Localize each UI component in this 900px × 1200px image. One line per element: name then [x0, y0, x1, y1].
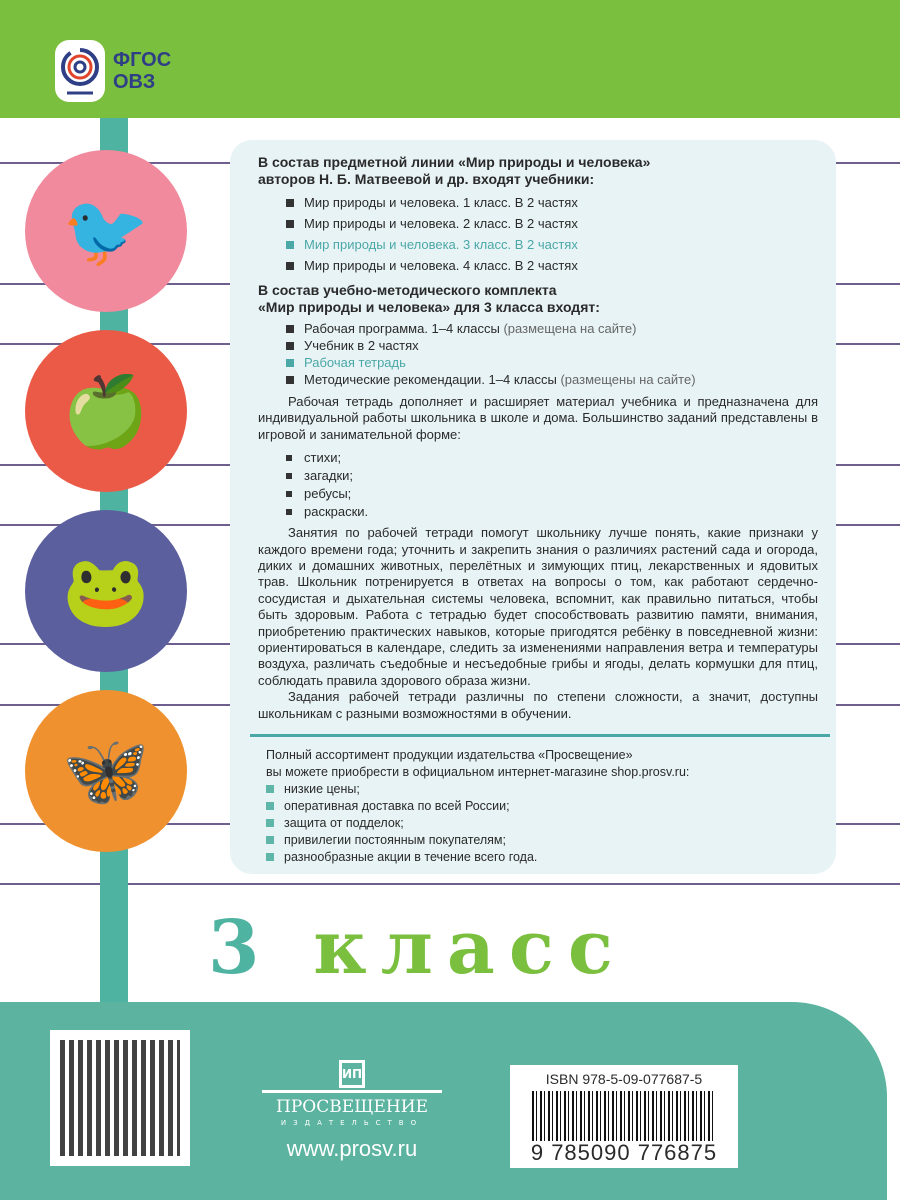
- frog-image: 🐸: [25, 510, 187, 672]
- paragraph-closing: Задания рабочей тетради различны по степени сложности, а значит, доступны школьникам с разными возможностями в обучении.: [258, 689, 818, 721]
- barcode-number: 9 785090 776875: [530, 1140, 718, 1165]
- shop-line1: Полный ассортимент продукции издательства «Просвещение»: [266, 748, 633, 763]
- paragraph-main: Занятия по рабочей тетради помогут школьнику лучше понять, какие признаки у каждого времени года; уточнить и закрепить знания о различиях растений сада и огорода, диких и домашних животных, перелётных и зимующих птиц, лекарственных и ядовитых трав. Школьник потренируется в ответах на вопросы о том, как работают сердечно-сосудистая и дыхательная системы человека, вспомнит, как правильно питаться, чтобы быть здоровым. Работа с тетрадью будет способствовать развитию памяти, внимания, приобретению практических навыков, которые пригодятся ребёнку в повседневной жизни: ориентироваться в календаре, следить за изменениями направления ветра и температуры воздуха, различать съедобные и несъедобные грибы и ягоды, делать кормушки для птиц, соблюдать правила здорового образа жизни.: [258, 525, 818, 688]
- butterfly-image: 🦋: [25, 690, 187, 852]
- list-item: разнообразные акции в течение всего года.: [266, 849, 818, 866]
- list-item: защита от подделок;: [266, 815, 818, 832]
- shop-info: [266, 747, 818, 866]
- publisher-subtitle: ИЗДАТЕЛЬСТВО: [280, 1119, 424, 1127]
- qr-pattern: [60, 1040, 180, 1156]
- list-item: Методические рекомендации. 1–4 классы (размещены на сайте): [286, 371, 818, 388]
- list-item: стихи;: [286, 449, 818, 467]
- apple-image: 🍏: [25, 330, 187, 492]
- list-item: оперативная доставка по всей России;: [266, 798, 818, 815]
- list-item: привилегии постоянным покупателям;: [266, 832, 818, 849]
- textbook-list: [286, 194, 818, 274]
- divider: [250, 734, 830, 737]
- grade-number: 3: [208, 905, 274, 991]
- list-item: Мир природы и человека. 2 класс. В 2 частях: [286, 215, 818, 232]
- list-item-highlighted: Рабочая тетрадь: [286, 354, 818, 371]
- shop-line2: вы можете приобрести в официальном интернет-магазине shop.prosv.ru:: [266, 765, 690, 780]
- fgos-logo: [55, 40, 171, 102]
- publisher-url: www.prosv.ru: [286, 1136, 418, 1161]
- publisher-icon: ИП: [339, 1060, 365, 1088]
- description-panel: [230, 140, 836, 874]
- bullfinch-image: 🐦: [25, 150, 187, 312]
- grade-word: класс: [313, 905, 627, 991]
- qr-code: [50, 1030, 190, 1166]
- barcode-bars: [532, 1091, 716, 1141]
- section1-heading: В состав предметной линии «Мир природы и человека»: [258, 154, 651, 170]
- paragraph-intro: Рабочая тетрадь дополняет и расширяет материал учебника и предназначена для индивидуальной работы школьника в школе и дома. Большинство заданий представлены в игровой и занимательной форме:: [258, 394, 818, 442]
- list-item: Рабочая программа. 1–4 классы (размещена на сайте): [286, 320, 818, 337]
- isbn-barcode: [510, 1065, 738, 1168]
- grade-title: [208, 905, 627, 991]
- publisher-name: ПРОСВЕЩЕНИЕ: [262, 1090, 442, 1118]
- section1-heading-2: авторов Н. Б. Матвеевой и др. входят учебники:: [258, 171, 595, 187]
- list-item: Мир природы и человека. 4 класс. В 2 частях: [286, 257, 818, 274]
- fgos-emblem-icon: [55, 40, 105, 102]
- kit-list: [286, 320, 818, 388]
- section2-heading: В состав учебно-методического комплекта: [258, 282, 557, 298]
- list-item: Учебник в 2 частях: [286, 337, 818, 354]
- ruled-line: [0, 883, 900, 885]
- list-item: ребусы;: [286, 485, 818, 503]
- publisher-logo: [262, 1060, 442, 1162]
- logo-line1: ФГОС: [113, 49, 172, 71]
- list-item: низкие цены;: [266, 781, 818, 798]
- list-item: раскраски.: [286, 503, 818, 521]
- forms-list: [286, 449, 818, 521]
- list-item: загадки;: [286, 467, 818, 485]
- list-item-highlighted: Мир природы и человека. 3 класс. В 2 частях: [286, 236, 818, 253]
- list-item: Мир природы и человека. 1 класс. В 2 частях: [286, 194, 818, 211]
- section2-heading-2: «Мир природы и человека» для 3 класса входят:: [258, 299, 600, 315]
- isbn-label: ISBN 978-5-09-077687-5: [545, 1071, 703, 1087]
- logo-line2: ОВЗ: [113, 71, 156, 93]
